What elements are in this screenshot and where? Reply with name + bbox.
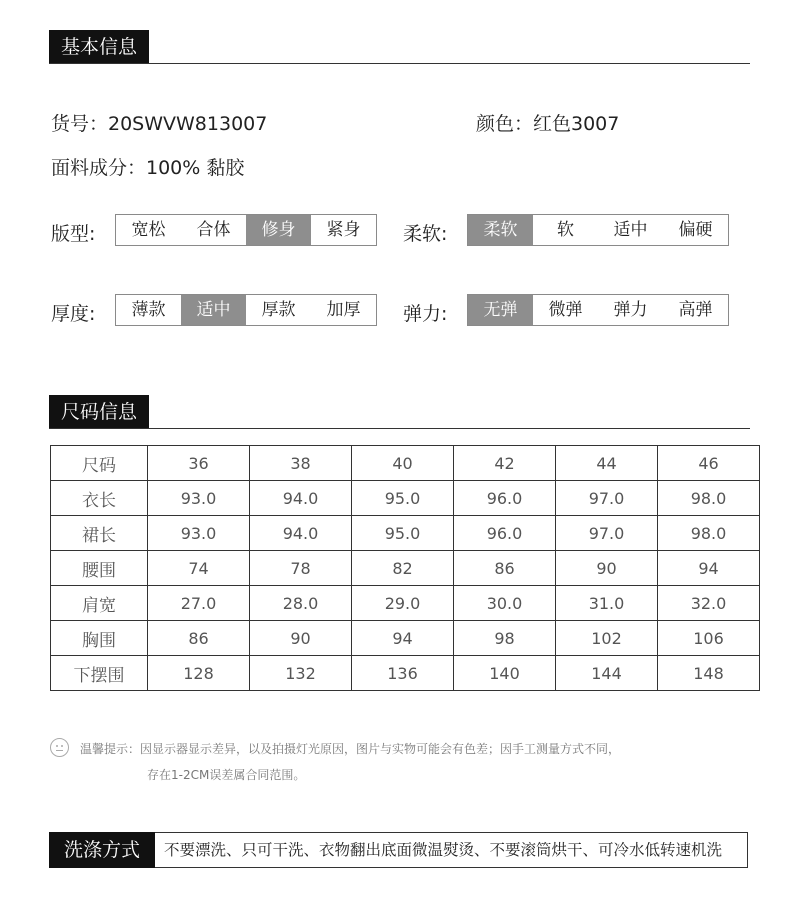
wash-title: 洗涤方式 <box>49 832 155 868</box>
elasticity-selector <box>467 294 729 326</box>
basic-info-header <box>49 30 750 64</box>
thickness-option: 薄款 <box>131 300 166 320</box>
table-cell: 148 <box>658 656 760 691</box>
tip-line-2: 存在1-2CM误差属合同范围。 <box>147 768 306 782</box>
elasticity-option: 弹力 <box>613 300 648 320</box>
table-cell: 106 <box>658 621 760 656</box>
table-row <box>51 586 760 621</box>
fit-option: 宽松 <box>131 220 166 240</box>
size-table <box>50 445 760 691</box>
elasticity-option: 微弹 <box>548 300 583 320</box>
tip-line-1: 温馨提示：因显示器显示差异，以及拍摄灯光原因，图片与实物可能会有色差；因手工测量方式不同， <box>80 742 621 756</box>
elasticity-label: 弹力: <box>403 303 448 325</box>
table-cell: 31.0 <box>556 586 658 621</box>
thickness-option: 厚款 <box>261 300 296 320</box>
table-cell: 98.0 <box>658 516 760 551</box>
table-cell: 46 <box>658 446 760 481</box>
divider <box>49 428 750 429</box>
wash-text: 不要漂洗、只可干洗、衣物翻出底面微温熨烫、不要滚筒烘干、可冷水低转速机洗 <box>164 841 723 859</box>
softness-label: 柔软: <box>403 223 448 245</box>
table-cell: 93.0 <box>148 516 250 551</box>
table-cell: 86 <box>454 551 556 586</box>
table-row <box>51 656 760 691</box>
row-label: 衣长 <box>51 481 148 516</box>
section-title: 尺码信息 <box>49 395 149 429</box>
thickness-selector <box>115 294 377 326</box>
row-label: 胸围 <box>51 621 148 656</box>
color-info: 颜色：红色3007 <box>476 113 620 135</box>
table-row <box>51 551 760 586</box>
row-label: 尺码 <box>51 446 148 481</box>
table-cell: 42 <box>454 446 556 481</box>
item-number: 货号：20SWVW813007 <box>51 113 268 135</box>
table-cell: 29.0 <box>352 586 454 621</box>
thickness-option: 适中 <box>181 295 246 325</box>
row-label: 下摆围 <box>51 656 148 691</box>
fabric-info: 面料成分：100% 黏胶 <box>51 157 245 179</box>
table-cell: 32.0 <box>658 586 760 621</box>
table-cell: 97.0 <box>556 516 658 551</box>
softness-option: 柔软 <box>468 215 533 245</box>
row-label: 腰围 <box>51 551 148 586</box>
table-row <box>51 516 760 551</box>
fit-option: 修身 <box>246 215 311 245</box>
table-cell: 140 <box>454 656 556 691</box>
row-label: 肩宽 <box>51 586 148 621</box>
table-cell: 86 <box>148 621 250 656</box>
table-cell: 94 <box>658 551 760 586</box>
table-cell: 96.0 <box>454 481 556 516</box>
divider <box>49 63 750 64</box>
softness-option: 偏硬 <box>678 220 713 240</box>
fit-selector <box>115 214 377 246</box>
fit-option: 合体 <box>196 220 231 240</box>
table-cell: 94 <box>352 621 454 656</box>
table-cell: 98 <box>454 621 556 656</box>
thickness-label: 厚度: <box>51 303 96 325</box>
size-info-header <box>49 395 750 429</box>
table-cell: 128 <box>148 656 250 691</box>
table-cell: 40 <box>352 446 454 481</box>
table-cell: 93.0 <box>148 481 250 516</box>
table-cell: 78 <box>250 551 352 586</box>
table-cell: 90 <box>250 621 352 656</box>
table-cell: 144 <box>556 656 658 691</box>
table-cell: 95.0 <box>352 481 454 516</box>
elasticity-option: 无弹 <box>468 295 533 325</box>
table-cell: 36 <box>148 446 250 481</box>
table-cell: 95.0 <box>352 516 454 551</box>
wash-instructions <box>49 832 748 868</box>
fit-option: 紧身 <box>326 220 361 240</box>
face-icon <box>50 738 69 757</box>
thickness-option: 加厚 <box>326 300 361 320</box>
table-cell: 82 <box>352 551 454 586</box>
table-row <box>51 621 760 656</box>
table-cell: 94.0 <box>250 516 352 551</box>
table-cell: 102 <box>556 621 658 656</box>
table-row <box>51 446 760 481</box>
table-cell: 27.0 <box>148 586 250 621</box>
table-cell: 94.0 <box>250 481 352 516</box>
fit-label: 版型: <box>51 223 96 245</box>
table-cell: 28.0 <box>250 586 352 621</box>
table-cell: 96.0 <box>454 516 556 551</box>
table-cell: 44 <box>556 446 658 481</box>
table-cell: 30.0 <box>454 586 556 621</box>
softness-option: 适中 <box>613 220 648 240</box>
table-row <box>51 481 760 516</box>
softness-selector <box>467 214 729 246</box>
table-cell: 97.0 <box>556 481 658 516</box>
table-cell: 132 <box>250 656 352 691</box>
elasticity-option: 高弹 <box>678 300 713 320</box>
softness-option: 软 <box>557 220 574 240</box>
table-cell: 136 <box>352 656 454 691</box>
section-title: 基本信息 <box>49 30 149 64</box>
table-cell: 90 <box>556 551 658 586</box>
row-label: 裙长 <box>51 516 148 551</box>
table-cell: 98.0 <box>658 481 760 516</box>
table-cell: 38 <box>250 446 352 481</box>
table-cell: 74 <box>148 551 250 586</box>
